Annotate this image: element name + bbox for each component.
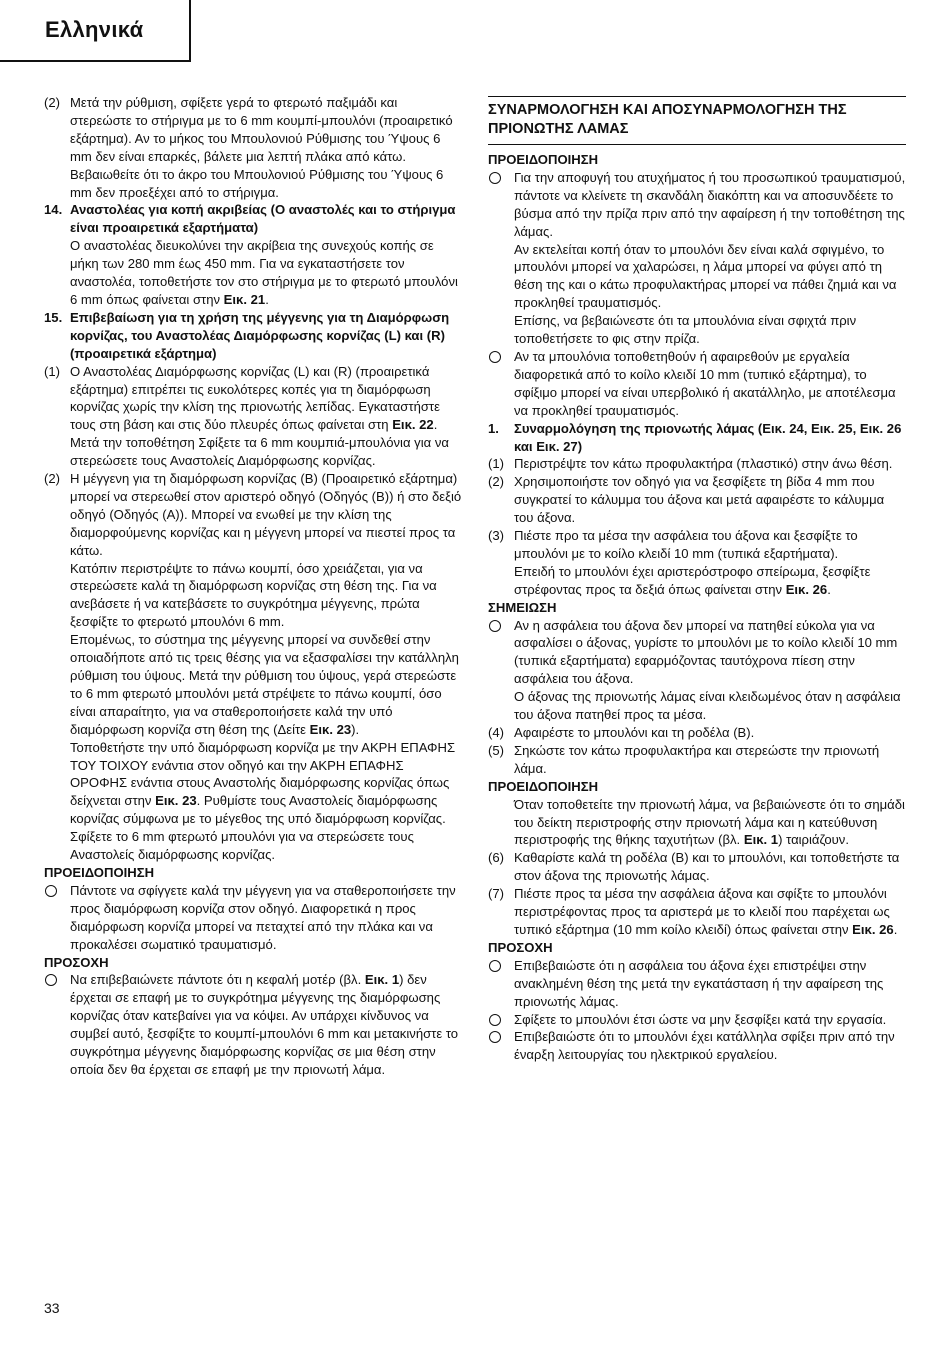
paragraph-text: Επειδή το μπουλόνι έχει αριστερόστροφο σπείρωμα, ξεσφίξτε στρέφοντας προς τα δεξιά όπως φαίνεται στην xyxy=(514,563,871,597)
figure-ref: Εικ. 26 xyxy=(785,581,828,597)
section-title: ΣΥΝΑΡΜΟΛΟΓΗΣΗ ΚΑΙ ΑΠΟΣΥΝΑΡΜΟΛΟΓΗΣΗ ΤΗΣ ΠΡΙΟΝΩΤΗΣ ΛΑΜΑΣ xyxy=(488,97,906,145)
assembly-step-5 xyxy=(488,742,906,778)
section-15-step-2 xyxy=(44,470,462,560)
step-number: (4) xyxy=(488,725,505,740)
figure-ref: Εικ. 23 xyxy=(155,793,197,809)
assembly-step-4 xyxy=(488,724,906,742)
section-15 xyxy=(44,309,462,363)
circle-bullet-icon xyxy=(489,1031,501,1043)
caution-heading: ΠΡΟΣΟΧΗ xyxy=(488,939,553,955)
right-column xyxy=(488,96,906,1064)
step-text: Περιστρέψτε τον κάτω προφυλακτήρα (πλαστικό) στην άνω θέση. xyxy=(514,456,893,472)
circle-bullet-icon xyxy=(45,974,57,986)
step-text: Καθαρίστε καλά τη ροδέλα (B) και το μπουλόνι, και τοποθετήστε τα στον άξονα της πριονωτής λάμας. xyxy=(514,850,900,884)
figure-ref: Εικ. 1 xyxy=(743,832,779,848)
circle-bullet-icon xyxy=(489,960,501,972)
bullet-text-tail: ) δεν έρχεται σε επαφή με το συγκρότημα μέγγενης της διαμόρφωσης κορνίζας όταν κατεβαίνει για να κόψει. Αν υπάρχει κίνδυνος να συμβεί αυτό, ξεσφίξτε το κουμπί-μπουλόνι 6 mm και μετακινήστε το συγκρότημα μέγγενης διαμόρφωσης κορνίζας σε μια θέση στην οποία δεν θα έρχεται σε επαφή με την πριονωτή λάμα. xyxy=(70,972,459,1077)
figure-ref: Εικ. 21 xyxy=(223,291,266,307)
circle-bullet-icon xyxy=(489,1014,501,1026)
note-bullet-p2 xyxy=(488,688,906,724)
paragraph-tail: ) ταιριάζουν. xyxy=(778,832,849,848)
step-text: Μετά την ρύθμιση, σφίξετε γερά το φτερωτό παξιμάδι και στερεώστε το στήριγμα με το 6 mm κουμπί-μπουλόνι (προαιρετικό εξάρτημα). Αν το μήκος του Μπουλονιού Ρύθμισης του Ύψους 6 mm δεν είναι επαρκές, βάλετε μια λεπτή πλάκα από κάτω. Βεβαιωθείτε ότι το άκρο του Μπουλονιού Ρύθμισης του Ύψους 6 mm δεν προεξέχει από το στήριγμα. xyxy=(70,95,453,200)
circle-bullet-icon xyxy=(489,351,501,363)
note-heading: ΣΗΜΕΙΩΣΗ xyxy=(488,599,557,615)
step-number: (1) xyxy=(488,456,505,472)
section-14-text: Ο αναστολέας διευκολύνει την ακρίβεια της συνεχούς κοπής σε μήκη των 280 mm έως 450 mm. Για να εγκαταστήσετε τον αναστολέα, τοποθετήστε τον στο στήριγμα με το φτερωτό μπουλόνι 6 mm όπως φαίνεται στην Εικ. 21. xyxy=(70,238,458,307)
assembly-step-3-p2: Επειδή το μπουλόνι έχει αριστερόστροφο σπείρωμα, ξεσφίξτε στρέφοντας προς τα δεξιά όπως φαίνεται στην Εικ. 26. xyxy=(514,563,871,597)
step-number: (7) xyxy=(488,886,505,902)
caution-bullet-1 xyxy=(488,957,906,1011)
caution-heading: ΠΡΟΣΟΧΗ xyxy=(44,954,109,970)
section-15-step-2-p2 xyxy=(44,560,462,632)
step-text: Η μέγγενη για τη διαμόρφωση κορνίζας (B) (Προαιρετικό εξάρτημα) μπορεί να στερεωθεί στον αριστερό οδηγό (Οδηγός (B)) ή στο δεξιό οδηγό (Οδηγός (A)). Μπορεί να ενωθεί με την κλίση της διαμορφούμενης κορνίζας και η μέγγενη μπορεί να πιεστεί προς τα κάτω. xyxy=(70,471,462,558)
paragraph-text: Επομένως, το σύστημα της μέγγενης μπορεί να συνδεθεί στην οποιαδήποτε από τις τρεις θέσης για να εξασφαλίσει την κατάλληλη ρύθμιση του ύψους. Μετά την ρύθμιση του ύψους, γερά στερεώστε το 6 mm φτερωτό μπουλόνι μετά στρέψετε το πάνω κουμπί, όσο είναι απαραίτητο, για να σταθεροποιήσετε καλά την υπό διαμόρφωση κορνίζα στη θέση της (Δείτε xyxy=(70,632,459,737)
step-text: Αφαιρέστε το μπουλόνι και τη ροδέλα (B). xyxy=(514,725,755,740)
paragraph-tail: ). xyxy=(351,721,360,737)
bullet-text: Επιβεβαιώστε ότι η ασφάλεια του άξονα έχει επιστρέψει στην ανακλημένη θέση της μετά την εγκατάσταση ή την αφαίρεση της πριονωτής λάμας. xyxy=(514,957,884,1009)
paragraph-tail: . Ρυθμίστε τους Αναστολείς διαμόρφωσης κορνίζας σύμφωνα με το μέγεθος της υπό διαμόρφωση κορνίζας. Σφίξετε το 6 mm φτερωτό μπουλόνι για να στερεώσετε τους Αναστολείς διαμόρφωσης κορνίζας. xyxy=(70,793,446,863)
caution-bullet-3 xyxy=(488,1028,906,1064)
section-title: Συναρμολόγηση της πριονωτής λάμας (Εικ. 24, Εικ. 25, Εικ. 26 και Εικ. 27) xyxy=(514,420,902,454)
paragraph-text: Τοποθετήστε την υπό διαμόρφωση κορνίζα με την ΑΚΡΗ ΕΠΑΦΗΣ ΤΟΥ ΤΟΙΧΟΥ ενάντια στον οδηγό και την ΑΚΡΗ ΕΠΑΦΗΣ ΟΡΟΦΗΣ ενάντια στους Αναστολής διαμόρφωσης κορνίζας όπως δείχνεται στην xyxy=(70,739,456,809)
figure-ref: Εικ. 1 xyxy=(364,972,400,988)
warning-heading: ΠΡΟΕΙΔΟΠΟΙΗΣΗ xyxy=(488,152,599,167)
warning-bullet-2 xyxy=(488,348,906,420)
step-text: Πιέστε προ τα μέσα την ασφάλεια του άξονα και ξεσφίξτε το μπουλόνι με το κοίλο κλειδί 10 mm (τυπικά εξαρτήματα). xyxy=(514,528,858,561)
figure-ref: Εικ. 23 xyxy=(309,721,352,737)
step-2-tighten xyxy=(44,94,462,201)
section-title-block xyxy=(488,96,906,145)
step-text: Πιέστε προς τα μέσα την ασφάλεια άξονα και σφίξτε το μπουλόνι περιστρέφοντας προς τα αριστερά με το κλειδί που παρέχεται ως τυπικό εξάρτημα (10 mm κοίλο κλειδί) όπως φαίνεται στην xyxy=(514,886,890,937)
language-label: Ελληνικά xyxy=(45,17,144,42)
section-title: Αναστολέας για κοπή ακριβείας (Ο αναστολές και το στήριγμα είναι προαιρετικά εξαρτήματα) xyxy=(70,202,456,236)
circle-bullet-icon xyxy=(45,885,57,897)
step-number: (6) xyxy=(488,850,505,866)
step-text-tail: . Μετά την τοποθέτηση Σφίξετε τα 6 mm κουμπιά-μπουλόνια για να στερεώσετε τους Αναστολείς Διαμόρφωσης κορνίζας. xyxy=(70,417,449,469)
language-tab xyxy=(0,0,191,62)
bullet-text: Αν η ασφάλεια του άξονα δεν μπορεί να πατηθεί εύκολα για να ασφαλίσει ο άξονας, γυρίστε το μπουλόνι με το κοίλο κλειδί 10 mm (τυπικά εξαρτήματα) εφαρμόζοντας ταυτόχρονα πίεση στην ασφάλεια του άξονα. xyxy=(514,617,898,687)
note-bullet xyxy=(488,617,906,689)
paragraph-text: Ο άξονας της πριονωτής λάμας είναι κλειδωμένος όταν η ασφάλεια του άξονα πατηθεί προς τα μέσα. xyxy=(514,689,901,723)
assembly-step-7: (7) Πιέστε προς τα μέσα την ασφάλεια άξονα και σφίξτε το μπουλόνι περιστρέφοντας προς τα αριστερά με το κλειδί που παρέχεται ως τυπικό εξάρτημα (10 mm κοίλο κλειδί) όπως φαίνεται στην Εικ. 26. xyxy=(488,886,898,937)
circle-bullet-icon xyxy=(489,172,501,184)
paragraph-text: Αν εκτελείται κοπή όταν το μπουλόνι δεν είναι καλά σφιγμένο, το μπουλόνι μπορεί να χαλαρώσει, η λάμα μπορεί να φύγει από τη θέση της και ο κάτω προφυλακτήρας μπορεί να πάθει ζημιά και να προκληθεί τραυματισμός. xyxy=(514,241,897,311)
paragraph-text: Κατόπιν περιστρέψτε το πάνω κουμπί, όσο χρειάζεται, για να στερεώσετε καλά τη διαμόρφωση κορνίζας στη θέση της. Για να ανεβάσετε ή να κατεβάσετε το συγκρότημα μέγγενης, πρώτα ξεσφίξτε το φτερωτό μπουλόνι 6 mm. xyxy=(70,560,437,630)
paragraph-text: Ο αναστολέας διευκολύνει την ακρίβεια της συνεχούς κοπής σε μήκη των 280 mm έως 450 mm. Για να εγκαταστήσετε τον αναστολέα, τοποθετήστε τον στο στήριγμα με το φτερωτό μπουλόνι 6 mm όπως φαίνεται στην xyxy=(70,238,458,307)
step-number: (5) xyxy=(488,742,505,758)
caution-bullet xyxy=(44,971,462,1078)
step-number: (2) xyxy=(44,471,61,487)
section-title: Επιβεβαίωση για τη χρήση της μέγγενης για τη Διαμόρφωση κορνίζας, του Αναστολέας Διαμόρφωσης κορνίζας (L) και (R) (προαιρετικά εξάρτημα) xyxy=(70,309,450,361)
section-number: 1. xyxy=(488,420,499,436)
bullet-text: Να επιβεβαιώνετε πάντοτε ότι η κεφαλή μοτέρ (βλ. xyxy=(70,972,362,988)
bullet-text: Αν τα μπουλόνια τοποθετηθούν ή αφαιρεθούν με εργαλεία διαφορετικά από το κοίλο κλειδί 10 mm (τυπικό εξάρτημα), το σφίξιμο μπορεί να είναι υπερβολικό ή ακατάλληλο, με αποτέλεσμα να προκληθεί τραυματισμός. xyxy=(514,348,896,418)
step-number: (2) xyxy=(44,95,61,110)
circle-bullet-icon xyxy=(489,620,501,632)
page-number: 33 xyxy=(44,1300,60,1316)
step-number: (1) xyxy=(44,363,61,379)
step-text: Ο Αναστολέας Διαμόρφωσης κορνίζας (L) και (R) (προαιρετικά εξάρτημα) επιτρέπει τις ευκολότερες κοπές για τη διαμόρφωση κορνίζας χωρίς την κλίση της πριονωτής λεπίδας. Εγκαταστήστε τους στη βάση και στις δύο πλευρές όπως φαίνεται στη xyxy=(70,363,440,433)
figure-ref: Εικ. 26 xyxy=(852,921,894,937)
assembly-step-3 xyxy=(488,527,906,563)
section-number: 15. xyxy=(44,309,63,325)
warning-bullet-1 xyxy=(488,169,906,241)
warning-bullet-1-p2 xyxy=(488,241,906,313)
bullet-text: Για την αποφυγή του ατυχήματος ή του προσωπικού τραυματισμού, πάντοτε να κλείνετε τη σκανδάλη διακόπτη και να αποσυνδέετε το βύσμα από την πρίζα πριν από την αφαίρεση ή την τοποθέτηση της λάμας. xyxy=(514,169,906,239)
section-15-step-1 xyxy=(44,363,462,470)
warning-bullet xyxy=(44,882,462,954)
bullet-text: Πάντοτε να σφίγγετε καλά την μέγγενη για να σταθεροποιήσετε την προς διαμόρφωση κορνίζα στον οδηγό. Διαφορετικά η προς διαμόρφωση κορνίζα μπορεί να πεταχτεί από την πλάκα και να προκαλέσει σωματικό τραυματισμό. xyxy=(70,882,456,952)
section-14 xyxy=(44,201,462,237)
section-number: 14. xyxy=(44,202,63,218)
figure-ref: Εικ. 22 xyxy=(392,417,434,433)
caution-bullet-2 xyxy=(488,1011,906,1029)
warning-bullet-1-p3 xyxy=(488,312,906,348)
step-text: Χρησιμοποιήστε τον οδηγό για να ξεσφίξετε τη βίδα 4 mm που συγκρατεί το κάλυμμα του άξονα και μετά αφαιρέστε το κάλυμμα του άξονα. xyxy=(514,474,885,526)
assembly-step-1 xyxy=(488,455,906,473)
assembly-step-2 xyxy=(488,473,906,527)
section-15-step-2-p3 xyxy=(44,631,462,738)
step-text: Σηκώστε τον κάτω προφυλακτήρα και στερεώστε την πριονωτή λάμα. xyxy=(514,742,880,776)
warning-2-text xyxy=(488,796,906,850)
warning-heading-2: ΠΡΟΕΙΔΟΠΟΙΗΣΗ xyxy=(488,778,599,794)
assembly-step-6 xyxy=(488,849,906,885)
paragraph-text: Όταν τοποθετείτε την πριονωτή λάμα, να βεβαιώνεστε ότι το σημάδι του δείκτη περιστροφής στην πριονωτή λάμα και η κατεύθυνση περιστροφής της θήκης ταχυτήτων (βλ. xyxy=(514,796,905,848)
bullet-text: Σφίξετε το μπουλόνι έτσι ώστε να μην ξεσφίξει κατά την εργασία. xyxy=(514,1011,887,1027)
paragraph-text: Επίσης, να βεβαιώνεστε ότι τα μπουλόνια είναι σφιχτά πριν τοποθετήσετε το φις στην πρίζα. xyxy=(514,313,857,347)
assembly-section-1 xyxy=(488,420,906,456)
left-column xyxy=(44,94,462,1079)
step-number: (3) xyxy=(488,528,505,544)
section-15-step-2-p4 xyxy=(44,739,462,864)
bullet-text: Επιβεβαιώστε ότι το μπουλόνι έχει κατάλληλα σφίξει πριν από την έναρξη λειτουργίας του ηλεκτρικού εργαλείου. xyxy=(514,1029,895,1063)
step-number: (2) xyxy=(488,474,505,490)
warning-heading: ΠΡΟΕΙΔΟΠΟΙΗΣΗ xyxy=(44,864,155,880)
